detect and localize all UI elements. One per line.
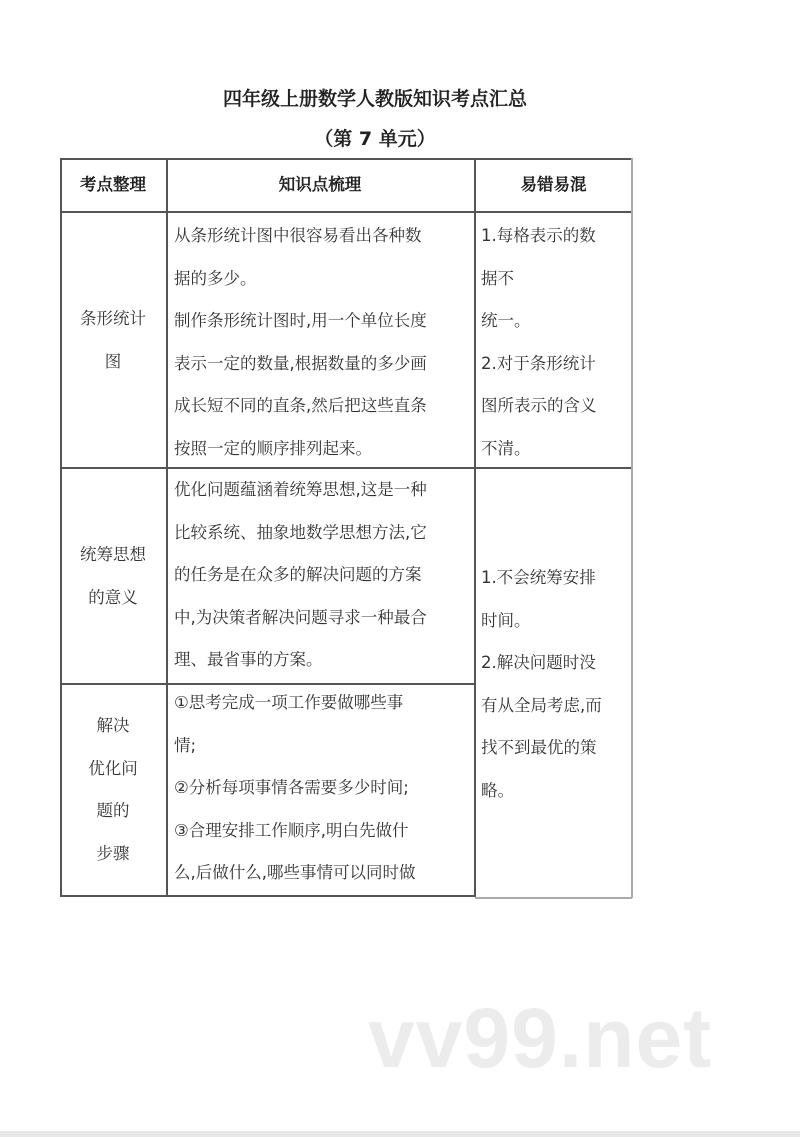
mistake-line: 统一。 [481, 311, 531, 331]
topic-line: 解决 [96, 716, 130, 735]
knowledge-line: ②分析每项事情各需要多少时间; [174, 778, 409, 798]
topic-line: 优化问 [88, 758, 138, 778]
row3-knowledge [174, 682, 416, 895]
topic-line: 步骤 [96, 843, 130, 863]
knowledge-line: 比较系统、抽象地数学思想方法,它 [174, 522, 427, 542]
knowledge-line: 按照一定的顺序排列起来。 [174, 438, 372, 458]
document-subtitle: （第 7 单元） [314, 128, 436, 150]
knowledge-line: 中,为决策者解决问题寻求一种最合 [174, 607, 427, 627]
mistake-line: 略。 [481, 780, 514, 800]
knowledge-line: ①思考完成一项工作要做哪些事 [174, 693, 404, 712]
table-border [60, 895, 475, 897]
topic-line: 条形统计 [80, 309, 146, 328]
table-border [474, 158, 476, 897]
header-knowledge: 知识点梳理 [278, 175, 362, 194]
mistake-line: 时间。 [481, 610, 531, 630]
knowledge-line: 从条形统计图中很容易看出各种数 [174, 226, 422, 245]
knowledge-line: 制作条形统计图时,用一个单位长度 [174, 311, 427, 331]
knowledge-line: 据的多少。 [174, 268, 257, 288]
topic-line: 题的 [96, 801, 130, 821]
row1-mistakes [481, 215, 597, 471]
row1-knowledge [174, 215, 427, 471]
knowledge-line: 理、最省事的方案。 [174, 650, 323, 670]
mistake-line: 2.对于条形统计 [481, 353, 596, 373]
topic-line: 图 [104, 351, 122, 371]
rows2-3-mistakes [481, 557, 602, 813]
header-mistakes: 易错易混 [520, 175, 587, 194]
header-topic: 考点整理 [80, 175, 146, 194]
watermark: vv99.net [368, 991, 713, 1085]
row2-topic [60, 534, 166, 619]
mistake-line: 不清。 [481, 438, 531, 458]
knowledge-line: 么,后做什么,哪些事情可以同时做 [174, 863, 416, 883]
knowledge-line: ③合理安排工作顺序,明白先做什 [174, 820, 409, 840]
mistake-line: 图所表示的含义 [481, 396, 597, 416]
mistake-line: 1.每格表示的数 [481, 226, 596, 245]
knowledge-line: 情; [174, 735, 197, 755]
knowledge-line: 优化问题蕴涵着统筹思想,这是一种 [174, 480, 427, 499]
mistake-line: 1.不会统筹安排 [481, 568, 596, 587]
row3-topic [60, 705, 166, 875]
mistake-line: 有从全局考虑,而 [481, 695, 602, 715]
knowledge-line: 的任务是在众多的解决问题的方案 [174, 565, 422, 585]
row1-topic [60, 298, 166, 383]
document-title: 四年级上册数学人教版知识考点汇总 [222, 88, 527, 110]
mistake-line: 找不到最优的策 [481, 738, 597, 758]
table-border [631, 158, 633, 898]
mistake-line: 据不 [481, 268, 514, 288]
topic-line: 统筹思想 [80, 545, 146, 564]
row2-knowledge [174, 469, 427, 682]
knowledge-line: 成长短不同的直条,然后把这些直条 [174, 396, 427, 416]
table-border [475, 897, 632, 899]
mistake-line: 2.解决问题时没 [481, 653, 596, 673]
topic-line: 的意义 [88, 587, 138, 607]
table-border [166, 158, 168, 897]
page-edge [0, 1131, 800, 1137]
knowledge-line: 表示一定的数量,根据数量的多少画 [174, 353, 427, 373]
